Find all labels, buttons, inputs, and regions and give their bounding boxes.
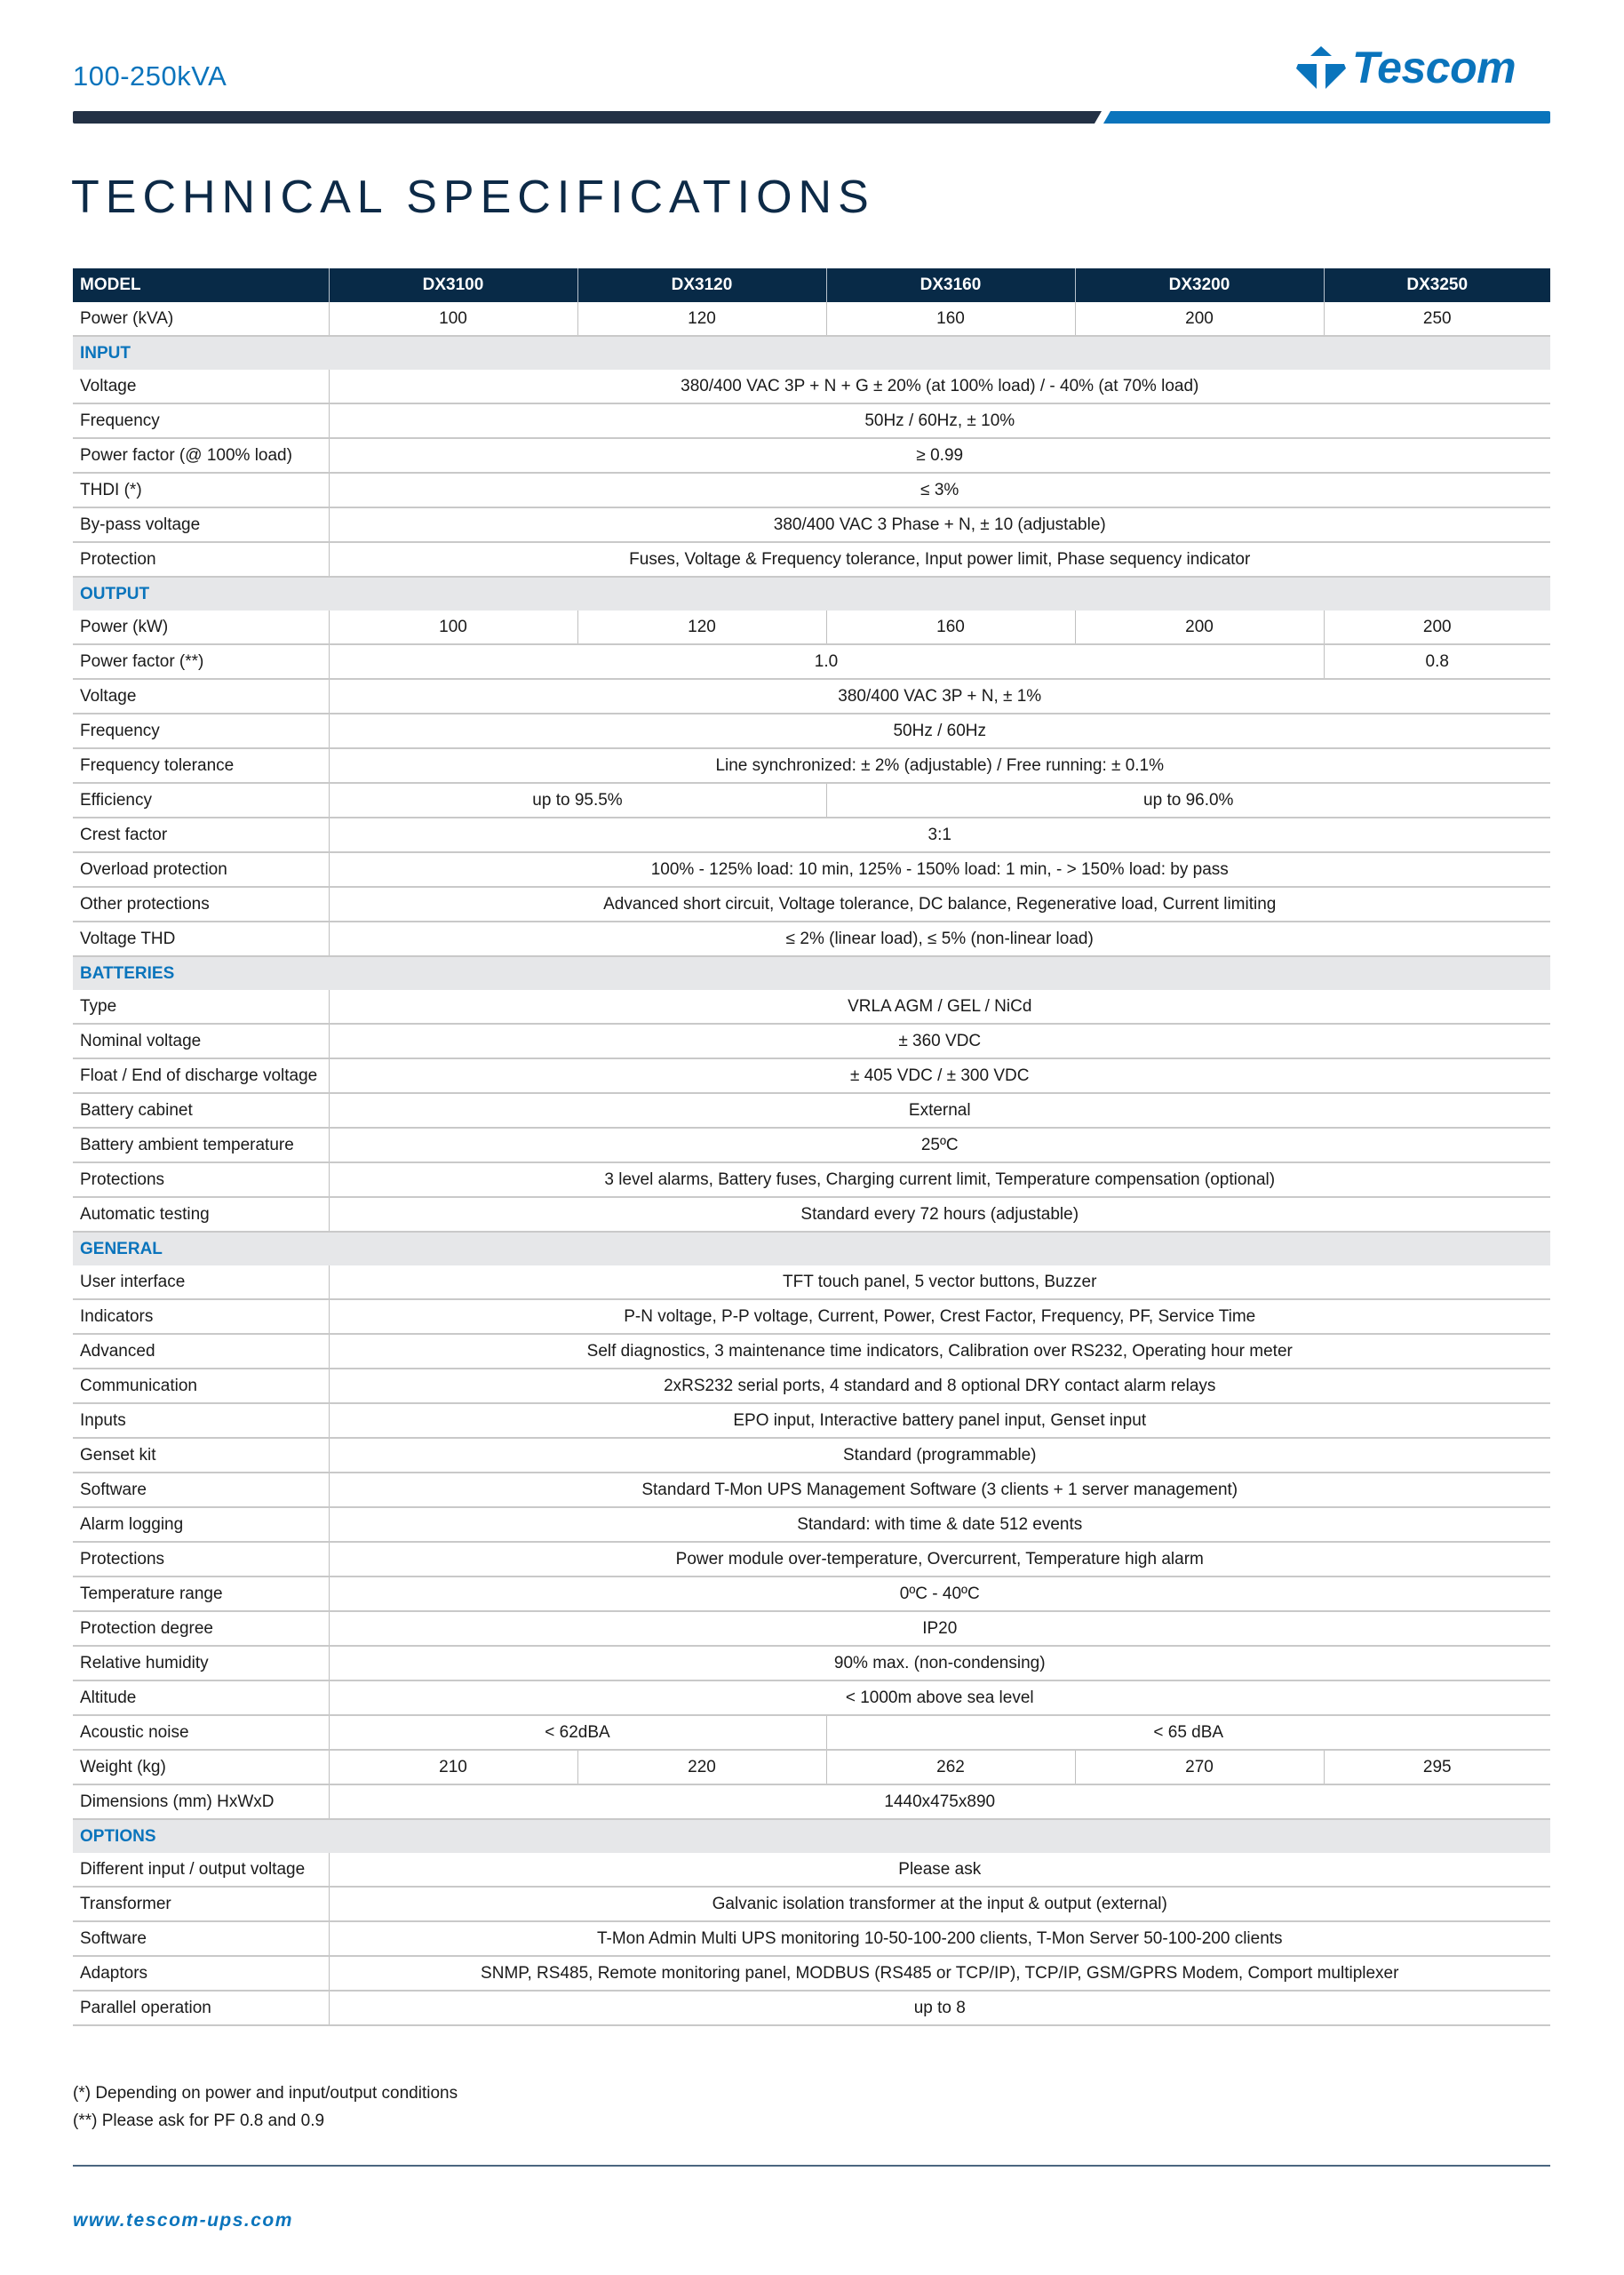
spec-value: Please ask <box>329 1853 1550 1887</box>
spec-value: 25ºC <box>329 1128 1550 1162</box>
table-row <box>73 887 1550 922</box>
spec-value: T-Mon Admin Multi UPS monitoring 10-50-100-200 clients, T-Mon Server 50-100-200 clients <box>329 1921 1550 1956</box>
spec-label: Different input / output voltage <box>73 1853 329 1887</box>
spec-value: up to 95.5% <box>329 783 826 818</box>
table-header-row <box>73 268 1550 302</box>
spec-label: Acoustic noise <box>73 1715 329 1750</box>
spec-label: Dimensions (mm) HxWxD <box>73 1784 329 1819</box>
table-row <box>73 1197 1550 1232</box>
spec-label: User interface <box>73 1265 329 1299</box>
spec-label: Frequency tolerance <box>73 748 329 783</box>
spec-label: Alarm logging <box>73 1507 329 1542</box>
table-row <box>73 370 1550 403</box>
spec-label: Efficiency <box>73 783 329 818</box>
section-title: INPUT <box>73 336 1550 370</box>
spec-value: up to 96.0% <box>826 783 1550 818</box>
table-row <box>73 1438 1550 1473</box>
spec-value: Standard every 72 hours (adjustable) <box>329 1197 1550 1232</box>
spec-value: < 65 dBA <box>826 1715 1550 1750</box>
spec-label: Battery cabinet <box>73 1093 329 1128</box>
spec-label: Power (kVA) <box>73 302 329 336</box>
spec-value: P-N voltage, P-P voltage, Current, Power, Crest Factor, Frequency, PF, Service Time <box>329 1299 1550 1334</box>
table-row <box>73 1577 1550 1611</box>
spec-value: 200 <box>1075 302 1324 336</box>
spec-value: Line synchronized: ± 2% (adjustable) / Free running: ± 0.1% <box>329 748 1550 783</box>
brand-name: Tescom <box>1352 43 1517 92</box>
spec-label: Communication <box>73 1369 329 1403</box>
table-row <box>73 1542 1550 1577</box>
table-row <box>73 611 1550 644</box>
spec-value: 160 <box>826 611 1075 644</box>
spec-label: Parallel operation <box>73 1991 329 2025</box>
spec-label: Power factor (**) <box>73 644 329 679</box>
table-row <box>73 1299 1550 1334</box>
spec-value: 1440x475x890 <box>329 1784 1550 1819</box>
table-row <box>73 1680 1550 1715</box>
spec-table-body <box>73 302 1550 2025</box>
spec-label: Protection degree <box>73 1611 329 1646</box>
footnote: (**) Please ask for PF 0.8 and 0.9 <box>73 2111 325 2130</box>
table-row <box>73 542 1550 577</box>
spec-value: 90% max. (non-condensing) <box>329 1646 1550 1680</box>
spec-value: 100 <box>329 611 577 644</box>
spec-label: Relative humidity <box>73 1646 329 1680</box>
table-row <box>73 1403 1550 1438</box>
table-row <box>73 1611 1550 1646</box>
spec-label: Weight (kg) <box>73 1750 329 1784</box>
spec-value: 380/400 VAC 3P + N, ± 1% <box>329 679 1550 714</box>
spec-value: TFT touch panel, 5 vector buttons, Buzzer <box>329 1265 1550 1299</box>
spec-value: ≤ 3% <box>329 473 1550 507</box>
spec-value: 120 <box>577 611 826 644</box>
table-row <box>73 714 1550 748</box>
spec-value: 200 <box>1075 611 1324 644</box>
spec-value: up to 8 <box>329 1991 1550 2025</box>
column-header-dx3160: DX3160 <box>826 268 1075 302</box>
spec-label: Inputs <box>73 1403 329 1438</box>
spec-value: 2xRS232 serial ports, 4 standard and 8 optional DRY contact alarm relays <box>329 1369 1550 1403</box>
table-row <box>73 1369 1550 1403</box>
spec-value: 210 <box>329 1750 577 1784</box>
table-row <box>73 1128 1550 1162</box>
table-row <box>73 1853 1550 1887</box>
header-band-blue <box>1103 111 1550 124</box>
column-header-dx3200: DX3200 <box>1075 268 1324 302</box>
table-row <box>73 1887 1550 1921</box>
product-range-title: 100-250kVA <box>73 60 227 92</box>
spec-label: Indicators <box>73 1299 329 1334</box>
spec-label: Voltage <box>73 679 329 714</box>
spec-label: Overload protection <box>73 852 329 887</box>
spec-value: Standard T-Mon UPS Management Software (3 clients + 1 server management) <box>329 1473 1550 1507</box>
spec-label: Advanced <box>73 1334 329 1369</box>
spec-value: VRLA AGM / GEL / NiCd <box>329 990 1550 1024</box>
spec-label: Voltage THD <box>73 922 329 956</box>
section-header-row <box>73 336 1550 370</box>
spec-label: Protection <box>73 542 329 577</box>
table-row <box>73 438 1550 473</box>
table-row <box>73 1956 1550 1991</box>
section-title: GENERAL <box>73 1232 1550 1265</box>
spec-value: SNMP, RS485, Remote monitoring panel, MODBUS (RS485 or TCP/IP), TCP/IP, GSM/GPRS Modem, Comport multiplexer <box>329 1956 1550 1991</box>
table-row <box>73 1921 1550 1956</box>
table-row <box>73 403 1550 438</box>
spec-label: Software <box>73 1473 329 1507</box>
spec-value: Galvanic isolation transformer at the input & output (external) <box>329 1887 1550 1921</box>
table-row <box>73 783 1550 818</box>
spec-value: 0ºC - 40ºC <box>329 1577 1550 1611</box>
spec-label: THDI (*) <box>73 473 329 507</box>
table-row <box>73 473 1550 507</box>
table-row <box>73 1334 1550 1369</box>
spec-value: 380/400 VAC 3 Phase + N, ± 10 (adjustable) <box>329 507 1550 542</box>
spec-label: Protections <box>73 1542 329 1577</box>
spec-value: 3 level alarms, Battery fuses, Charging current limit, Temperature compensation (optional) <box>329 1162 1550 1197</box>
spec-label: Battery ambient temperature <box>73 1128 329 1162</box>
spec-value: 160 <box>826 302 1075 336</box>
section-header-row <box>73 956 1550 990</box>
spec-value: ≥ 0.99 <box>329 438 1550 473</box>
spec-label: Temperature range <box>73 1577 329 1611</box>
table-row <box>73 1473 1550 1507</box>
spec-label: Software <box>73 1921 329 1956</box>
spec-value: Self diagnostics, 3 maintenance time indicators, Calibration over RS232, Operating hour meter <box>329 1334 1550 1369</box>
spec-value: EPO input, Interactive battery panel input, Genset input <box>329 1403 1550 1438</box>
spec-value: 50Hz / 60Hz <box>329 714 1550 748</box>
table-row <box>73 1093 1550 1128</box>
spec-label: Altitude <box>73 1680 329 1715</box>
table-row <box>73 1507 1550 1542</box>
column-header-dx3250: DX3250 <box>1324 268 1550 302</box>
spec-value: 262 <box>826 1750 1075 1784</box>
spec-label: Frequency <box>73 403 329 438</box>
website-link[interactable]: www.tescom-ups.com <box>73 2210 293 2231</box>
brand-logo <box>1295 43 1553 92</box>
spec-label: Power factor (@ 100% load) <box>73 438 329 473</box>
spec-value: ± 360 VDC <box>329 1024 1550 1058</box>
table-row <box>73 818 1550 852</box>
table-row <box>73 679 1550 714</box>
spec-value: IP20 <box>329 1611 1550 1646</box>
footer-divider <box>73 2165 1550 2167</box>
spec-value: 100% - 125% load: 10 min, 125% - 150% load: 1 min, - > 150% load: by pass <box>329 852 1550 887</box>
section-header-row <box>73 577 1550 611</box>
spec-value: < 1000m above sea level <box>329 1680 1550 1715</box>
section-header-row <box>73 1819 1550 1853</box>
spec-label: Genset kit <box>73 1438 329 1473</box>
table-row <box>73 1715 1550 1750</box>
spec-label: Other protections <box>73 887 329 922</box>
spec-value: ± 405 VDC / ± 300 VDC <box>329 1058 1550 1093</box>
table-row <box>73 1058 1550 1093</box>
table-row <box>73 1024 1550 1058</box>
section-title: BATTERIES <box>73 956 1550 990</box>
column-header-dx3120: DX3120 <box>577 268 826 302</box>
table-row <box>73 302 1550 336</box>
footnote: (*) Depending on power and input/output conditions <box>73 2084 458 2103</box>
spec-value: Standard: with time & date 512 events <box>329 1507 1550 1542</box>
table-row <box>73 852 1550 887</box>
footnotes <box>73 2079 458 2135</box>
spec-table <box>73 268 1550 2026</box>
spec-value: 100 <box>329 302 577 336</box>
spec-value: Advanced short circuit, Voltage tolerance, DC balance, Regenerative load, Current limiting <box>329 887 1550 922</box>
spec-value: 295 <box>1324 1750 1550 1784</box>
page-title: TECHNICAL SPECIFICATIONS <box>71 172 875 223</box>
spec-label: By-pass voltage <box>73 507 329 542</box>
spec-value: 120 <box>577 302 826 336</box>
table-row <box>73 1162 1550 1197</box>
spec-value: 270 <box>1075 1750 1324 1784</box>
spec-value: ≤ 2% (linear load), ≤ 5% (non-linear load) <box>329 922 1550 956</box>
table-row <box>73 990 1550 1024</box>
spec-value: 200 <box>1324 611 1550 644</box>
section-header-row <box>73 1232 1550 1265</box>
spec-value: 50Hz / 60Hz, ± 10% <box>329 403 1550 438</box>
section-title: OPTIONS <box>73 1819 1550 1853</box>
table-row <box>73 922 1550 956</box>
spec-label: Nominal voltage <box>73 1024 329 1058</box>
column-header-model: MODEL <box>73 268 329 302</box>
spec-value: 3:1 <box>329 818 1550 852</box>
spec-value: Fuses, Voltage & Frequency tolerance, Input power limit, Phase sequency indicator <box>329 542 1550 577</box>
header-band-dark <box>73 111 1102 124</box>
spec-value: Power module over-temperature, Overcurrent, Temperature high alarm <box>329 1542 1550 1577</box>
spec-label: Automatic testing <box>73 1197 329 1232</box>
table-row <box>73 1646 1550 1680</box>
table-row <box>73 1991 1550 2025</box>
table-row <box>73 748 1550 783</box>
spec-value: 1.0 <box>329 644 1324 679</box>
tescom-logo-icon <box>1295 44 1347 91</box>
spec-label: Voltage <box>73 370 329 403</box>
spec-value: 250 <box>1324 302 1550 336</box>
table-row <box>73 1750 1550 1784</box>
spec-label: Transformer <box>73 1887 329 1921</box>
table-row <box>73 1784 1550 1819</box>
table-row <box>73 644 1550 679</box>
spec-value: External <box>329 1093 1550 1128</box>
spec-label: Power (kW) <box>73 611 329 644</box>
section-title: OUTPUT <box>73 577 1550 611</box>
spec-label: Adaptors <box>73 1956 329 1991</box>
spec-value: < 62dBA <box>329 1715 826 1750</box>
spec-label: Type <box>73 990 329 1024</box>
spec-label: Frequency <box>73 714 329 748</box>
spec-label: Protections <box>73 1162 329 1197</box>
spec-value: 220 <box>577 1750 826 1784</box>
table-row <box>73 1265 1550 1299</box>
spec-value: Standard (programmable) <box>329 1438 1550 1473</box>
spec-value: 0.8 <box>1324 644 1550 679</box>
spec-label: Crest factor <box>73 818 329 852</box>
spec-value: 380/400 VAC 3P + N + G ± 20% (at 100% load) / - 40% (at 70% load) <box>329 370 1550 403</box>
table-row <box>73 507 1550 542</box>
spec-label: Float / End of discharge voltage <box>73 1058 329 1093</box>
column-header-dx3100: DX3100 <box>329 268 577 302</box>
